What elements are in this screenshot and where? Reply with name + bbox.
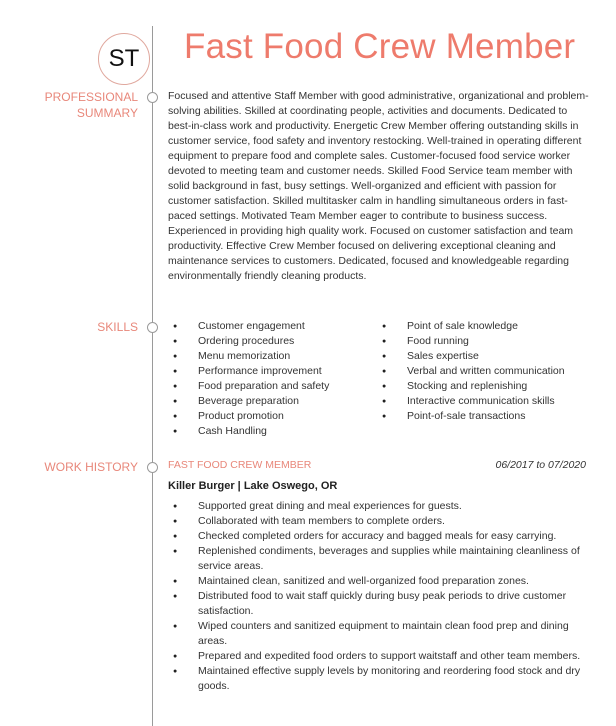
timeline-node-circle-icon (147, 322, 158, 333)
skill-item: ● Performance improvement (168, 364, 377, 379)
resume-title: Fast Food Crew Member (184, 27, 576, 66)
skill-item: ● Food preparation and safety (168, 379, 377, 394)
skill-item: ● Point of sale knowledge (377, 319, 565, 334)
skill-item: ● Menu memorization (168, 349, 377, 364)
skill-item: ● Stocking and replenishing (377, 379, 565, 394)
job-duties-list (168, 499, 588, 694)
job-dates: 06/2017 to 07/2020 (495, 459, 586, 471)
skill-item: ● Product promotion (168, 409, 377, 424)
monogram-avatar: ST (98, 33, 150, 85)
duty-item: ● Maintained clean, sanitized and well-organized food preparation zones. (168, 574, 588, 589)
skill-item: ● Point-of-sale transactions (377, 409, 565, 424)
duty-item: ● Maintained effective supply levels by monitoring and reordering food stock and dry goods. (168, 664, 588, 694)
duty-item: ● Replenished condiments, beverages and supplies while maintaining cleanliness of service areas. (168, 544, 588, 574)
skill-item: ● Beverage preparation (168, 394, 377, 409)
timeline-node-circle-icon (147, 92, 158, 103)
job-title: FAST FOOD CREW MEMBER (168, 459, 312, 471)
timeline-line (152, 26, 153, 726)
duty-item: ● Checked completed orders for accuracy and bagged meals for easy carrying. (168, 529, 588, 544)
skill-item: ● Sales expertise (377, 349, 565, 364)
timeline-node-circle-icon (147, 462, 158, 473)
skill-item: ● Verbal and written communication (377, 364, 565, 379)
job-employer: Killer Burger | Lake Oswego, OR (168, 480, 338, 492)
skill-item: ● Interactive communication skills (377, 394, 565, 409)
skills-column-2 (377, 319, 565, 439)
skills-list (168, 319, 593, 439)
skill-item: ● Food running (377, 334, 565, 349)
skill-item: ● Cash Handling (168, 424, 377, 439)
section-label-work-history: WORK HISTORY (44, 460, 138, 474)
skills-column-1 (168, 319, 377, 439)
skill-item: ● Customer engagement (168, 319, 377, 334)
duty-item: ● Collaborated with team members to complete orders. (168, 514, 588, 529)
duty-item: ● Supported great dining and meal experiences for guests. (168, 499, 588, 514)
section-label-summary (45, 89, 138, 121)
section-label-skills: SKILLS (97, 320, 138, 334)
summary-text: Focused and attentive Staff Member with good administrative, organizational and problem-solving abilities. Skilled at coordinating people, activities and documents. Dedicated to best-in-class work and productivity. Energetic Crew Member offering outstanding skills in customer service, food safety and inventory restocking. Well-trained in operating different equipment to prepare food and complete sales. Customer-focused food service worker devoted to meeting team and customer needs. Skilled Food Service team member with solid background in fast, busy settings. Well-organized and efficient with passion for customer satisfaction. Skilled multitasker calm in handling simultaneous orders in fast-paced settings. Motivated Team Member eager to contribute to business success. Experienced in providing high quality work. Focused on customer satisfaction and team productivity. Effective Crew Member focused on delivering exceptional cleaning and maintenance services to customers. Dedicated, focused and knowledgeable regarding environmentally friendly cleaning products. (168, 90, 589, 282)
duty-item: ● Distributed food to wait staff quickly during busy peak periods to drive customer satisfaction. (168, 589, 588, 619)
summary-label-line1: PROFESSIONAL (44, 90, 138, 104)
skill-item: ● Ordering procedures (168, 334, 377, 349)
duty-item: ● Prepared and expedited food orders to support waitstaff and other team members. (168, 649, 588, 664)
summary-label-line2: SUMMARY (76, 106, 138, 120)
duty-item: ● Wiped counters and sanitized equipment to maintain clean food prep and dining areas. (168, 619, 588, 649)
